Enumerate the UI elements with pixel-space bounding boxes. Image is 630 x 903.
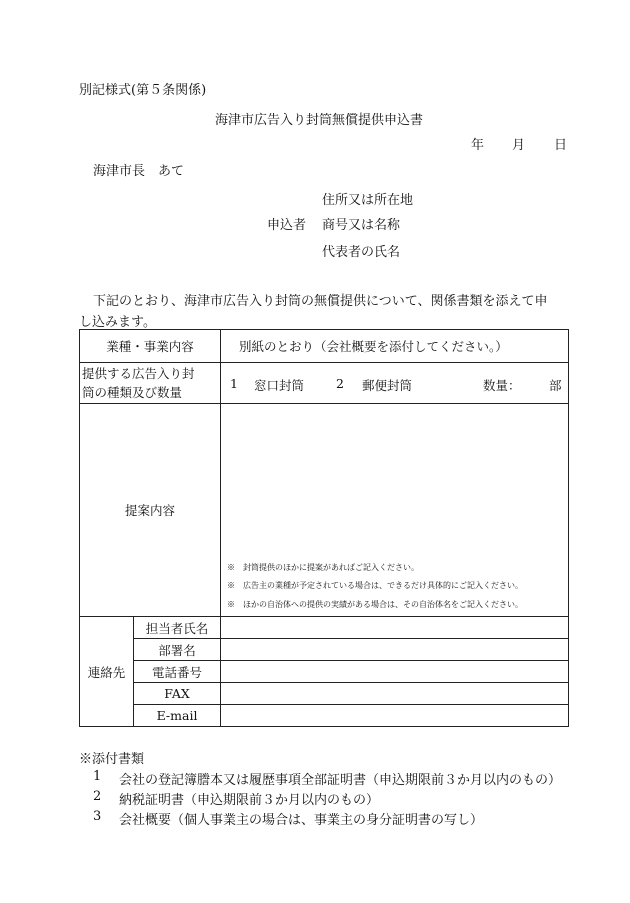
proposal-note-2: ※ 広告主の業種が予定されている場合は、できるだけ具体的にご記入ください。 xyxy=(227,581,524,590)
quantity-unit: 部 xyxy=(549,378,562,393)
phone-label: 電話番号 xyxy=(134,661,221,683)
option-window-envelope: 窓口封筒 xyxy=(254,378,305,393)
body-text-line2: し込みます。 xyxy=(79,315,156,330)
date-month-label: 月 xyxy=(512,138,526,153)
option-2-number: 2 xyxy=(336,376,344,391)
business-label: 業種・事業内容 xyxy=(80,330,221,363)
attachment-1-number: 1 xyxy=(93,769,102,784)
department-field[interactable] xyxy=(221,639,569,661)
quantity-label: 数量： xyxy=(483,378,521,393)
department-label: 部署名 xyxy=(134,639,221,661)
fax-label: FAX xyxy=(134,683,221,705)
option-postal-envelope: 郵便封筒 xyxy=(362,378,413,393)
attachments-heading: ※添付書類 xyxy=(79,752,145,767)
business-value: 別紙のとおり（会社概要を添付してください。） xyxy=(221,330,569,363)
addressee: 海津市長 あて xyxy=(93,164,185,179)
proposal-content-cell[interactable] xyxy=(221,404,569,617)
contact-person-label: 担当者氏名 xyxy=(134,617,221,639)
attachment-2-number: 2 xyxy=(93,789,102,804)
body-text-line1: 下記のとおり、海津市広告入り封筒の無償提供について、関係書類を添えて申 xyxy=(93,294,548,309)
contact-label: 連絡先 xyxy=(80,617,134,727)
contact-person-field[interactable] xyxy=(221,617,569,639)
envelope-type-label: 提供する広告入り封 筒の種類及び数量 xyxy=(80,363,221,404)
representative-label: 代表者の氏名 xyxy=(322,245,401,260)
date-day-label: 日 xyxy=(554,138,568,153)
attachment-2-text: 納税証明書（申込期限前３か月以内のもの） xyxy=(119,793,380,808)
attachment-3-number: 3 xyxy=(93,809,102,824)
address-label: 住所又は所在地 xyxy=(322,193,414,208)
date-year-label: 年 xyxy=(471,138,485,153)
attachment-3-text: 会社概要（個人事業主の場合は、事業主の身分証明書の写し） xyxy=(119,813,484,828)
attachment-1-text: 会社の登記簿謄本又は履歴事項全部証明書（申込期限前３か月以内のもの） xyxy=(119,773,562,788)
email-label: E-mail xyxy=(134,705,221,727)
company-name-label: 商号又は名称 xyxy=(322,218,401,233)
proposal-label: 提案内容 xyxy=(80,404,221,617)
proposal-note-3: ※ ほかの自治体への提供の実績がある場合は、その自治体名をご記入ください。 xyxy=(227,600,524,609)
page-title: 海津市広告入り封筒無償提供申込書 xyxy=(215,113,424,128)
envelope-type-cell xyxy=(221,363,569,404)
proposal-note-1: ※ 封筒提供のほかに提案があればご記入ください。 xyxy=(227,563,420,572)
fax-field[interactable] xyxy=(221,683,569,705)
option-1-number: 1 xyxy=(230,376,238,391)
applicant-label: 申込者 xyxy=(267,218,307,233)
phone-field[interactable] xyxy=(221,661,569,683)
form-number: 別記様式(第５条関係) xyxy=(79,83,207,98)
application-table xyxy=(79,329,569,727)
email-field[interactable] xyxy=(221,705,569,727)
